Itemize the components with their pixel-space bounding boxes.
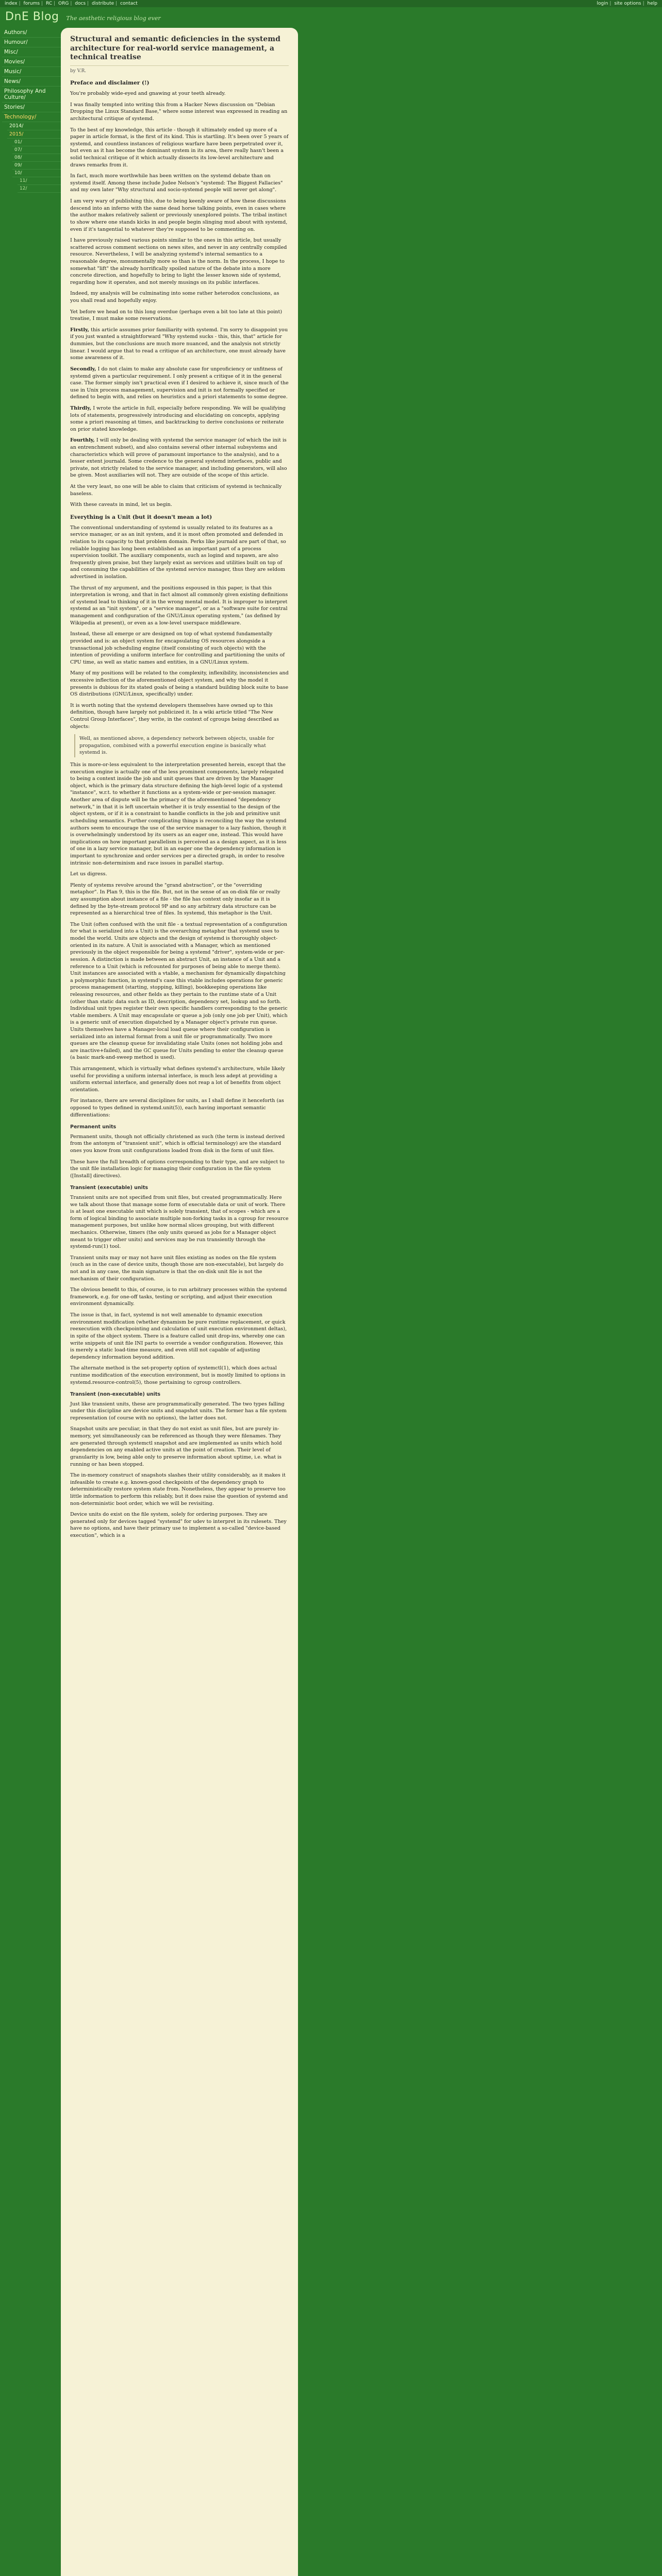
page-layout: [0, 26, 662, 2576]
paragraph: Instead, these all emerge or are designed on top of what systemd fundamentally provided and is: an object system for encapsulating OS resources alongside a transactional job scheduling engine (itself consisting of such objects) with the intention of providing a uniform interface for controlling and partitioning the units of CPU time, as well as static names and entities, in a GNU/Linux system.: [70, 631, 285, 665]
topbar-link-login[interactable]: login: [597, 1, 608, 6]
section-heading-transient-exec-units: Transient (executable) units: [70, 1185, 148, 1191]
paragraph: The in-memory construct of snapshots slashes their utility considerably, as it makes it infeasible to create e.g. known-good checkpoints of the dependency graph to deterministically restore system state from. Nonetheless, they appear to preserve too little information to perform this reliably, but it does raise the question of systemd and non-deterministic boot order, which we will be revisiting.: [70, 1472, 288, 1506]
paragraph: I have previously raised various points similar to the ones in this article, but usually scattered across comment sections on news sites, and never in any centrally compiled resource. Nevertheless, I will be analyzing systemd's internal semantics to a reasonable degree, monumentally more so than is the norm. In the process, I hope to somewhat "lift" the already horrifically spoiled nature of the debate into a more concrete direction, and hopefully to bring to light the lesser known side of systemd, regarding how it operates, and not merely musings on its public interfaces.: [70, 238, 287, 285]
paragraph: Indeed, my analysis will be culminating into some rather heterodox conclusions, as you shall read and hopefully enjoy.: [70, 291, 279, 304]
reservation-paragraph: [70, 437, 289, 479]
paragraph: At the very least, no one will be able to claim that criticism of systemd is technically baseless.: [70, 484, 282, 497]
reservation-lead: Thirdly,: [70, 405, 92, 411]
paragraph: The alternate method is the set-property option of systemctl(1), which does actual runtime modification of the execution environment, but is mostly limited to options in systemd.resource-control(5), those pertaining to cgroup controllers.: [70, 1365, 286, 1385]
paragraph: For instance, there are several disciplines for units, as I shall define it henceforth (as opposed to types defined in systemd.unit(5)), each having important semantic differentiations:: [70, 1098, 284, 1118]
paragraph: It is worth noting that the systemd developers themselves have owned up to this definition, though have largely not publicized it. In a wiki article titled "The New Control Group Interfaces", they write, in the context of cgroups being described as objects:: [70, 702, 279, 730]
top-utility-bar: [0, 0, 662, 7]
paragraph: This is more-or-less equivalent to the interpretation presented herein, except that the execution engine is actually one of the less prominent components, largely relegated to being a context inside the job and unit queues that are driven by the Manager object, which is the primary data structure defining the high-level logic of a systemd "instance", w.r.t. to whether it functions as a system-wide or per-session manager. Another area of dispute will be the primacy of the aforementioned "dependency network," in that it is left uncertain whether it is truly essential to the design of the object system, or if it is a constraint to handle conflicts in the job and primitive unit scheduling semantics. Further complicating things is reconciling the way the systemd authors seem to encourage the use of the service manager to a lazy fashion, though it is overwhelmingly understood by its users as an eager one, instead. This would have implications on how important parallelism is perceived as a design aspect, as it is less of one in a lazy service manager, but in an eager one the dependency information is important to synchronize and order services per a directed graph, in order to resolve intrinsic non-determinism and race issues in parallel startup.: [70, 762, 287, 866]
paragraph: Transient units are not specified from unit files, but created programmatically. Here we talk about those that manage some form of executable data or unit of work. There is at least one executable unit which is solely transient, that of scopes - which are a form of logical binding to associate multiple non-forking tasks in a cgroup for resource management purposes, but unlike how normal slices grouping, but with different mechanics. Otherwise, timers (the only units queued as jobs for a Manager object meant to trigger other units) and services may be run transiently through the systemd-run(1) tool.: [70, 1194, 289, 1250]
topbar-link-distribute[interactable]: distribute: [92, 1, 114, 6]
sidebar-nav: [0, 26, 61, 193]
paragraph: Permanent units, though not officially christened as such (the term is instead derived from the antonym of "transient unit", which is official terminology) are the standard ones you know from unit configurations loaded from disk in the form of unit files.: [70, 1133, 285, 1154]
blockquote: Well, as mentioned above, a dependency network between objects, usable for propagation, combined with a powerful execution engine is basically what systemd is.: [74, 734, 289, 757]
reservation-paragraph: [70, 366, 289, 401]
paragraph: Just like transient units, these are programmatically generated. The two types falling under this discipline are device units and snapshot units. The former has a file system representation (of course with no options), the latter does not.: [70, 1401, 287, 1421]
paragraph: I was finally tempted into writing this from a Hacker News discussion on "Debian Dropping the Linux Standard Base," where some interest was expressed in reading an architectural critique of systemd.: [70, 101, 288, 122]
sidebar-item-news[interactable]: News/: [2, 77, 61, 87]
topbar-link-contact[interactable]: contact: [120, 1, 138, 6]
paragraph: With these caveats in mind, let us begin.: [70, 502, 172, 508]
reservation-lead: Fourthly,: [70, 437, 95, 444]
paragraph: Snapshot units are peculiar, in that they do not exist as unit files, but are purely in-memory, yet simultaneously can be referenced as though they were filenames. They are generated through systemctl snapshot and are implemented as units which hold dependencies on any enabled active units at the point of creation. Their level of granularity is low, being able only to preserve information about uptime, i.e. what is running or has been stopped.: [70, 1426, 282, 1467]
topbar-link-docs[interactable]: docs: [75, 1, 86, 6]
sidebar-item-philosophy[interactable]: Philosophy And Culture/: [2, 87, 61, 103]
sidebar-item-authors[interactable]: Authors/: [2, 28, 61, 38]
paragraph: The obvious benefit to this, of course, is to run arbitrary processes within the systemd framework, e.g. for one-off tasks, testing or scripting, and adjust their execution environment dynamically.: [70, 1287, 287, 1307]
sidebar-item-2015[interactable]: 2015/: [7, 130, 61, 139]
paragraph: These have the full breadth of options corresponding to their type, and are subject to the unit file installation logic for managing their configuration in the file system ([Install] directives).: [70, 1159, 285, 1179]
paragraph: This arrangement, which is virtually what defines systemd's architecture, while likely useful for providing a uniform internal interface, is much less adept at providing a uniform external interface, and generally does not reap a lot of benefits from object orientation.: [70, 1066, 285, 1093]
paragraph: Plenty of systems revolve around the "grand abstraction", or the "overriding metaphor". In Plan 9, this is the file. But, not in the sense of an on-disk file or really any assumption about instance of a file - the file has context only insofar as it is defined by the byte-stream protocol 9P and so any arbitrary data structure can be represented as a hierarchical tree of files. In systemd, this metaphor is the Unit.: [70, 882, 280, 917]
topbar-link-site-options[interactable]: site options: [614, 1, 641, 6]
sidebar-item-2015-01[interactable]: 01/: [12, 139, 61, 146]
paragraph: The thrust of my argument, and the positions espoused in this paper, is that this interpretation is wrong, and that in fact almost all commonly given existing definitions of systemd lead to thinking of it in the wrong mental model. It is improper to interpret systemd as an "init system", or a "service manager", or as a "software suite for central management and configuration of the GNU/Linux operating system," (as defined by Wikipedia at present), or even as a low-level userspace middleware.: [70, 585, 288, 626]
paragraph: Device units do exist on the file system, solely for ordering purposes. They are generated only for devices tagged "systemd" for udev to interpret in its rulesets. They have no options, and have their primary use to implement a so-called "device-based execution", which is a: [70, 1512, 287, 1538]
paragraph: Let us digress.: [70, 871, 107, 877]
paragraph: The Unit (often confused with the unit file - a textual representation of a configuration for what is serialized into a Unit) is the overarching metaphor that systemd uses to model the world. Units are objects and the design of systemd is thoroughly object-oriented in its nature. A Unit is associated with a Manager, which as mentioned previously in the object responsible for being a systemd "driver", system-wide or per-session. A distinction is made between an abstract Unit, an instance of a Unit and a reference to a Unit (which is refcounted for purposes of being able to merge them). Unit instances are associated with a vtable, a mechanism for dynamically dispatching a polymorphic function, in systemd's case this vtable includes operations for generic process management (starting, stopping, killing), bookkeeping operations like releasing resources, and other fields as they pertain to the runtime state of a Unit (other than static data such as ID, description, dependency set, lookup and so forth. Individual unit types register their own specific handlers corresponding to the generic vtable members. A Unit may encapsulate or queue a job (only one job per Unit), which is a generic unit of execution dispatched by a Manager object's private run queue. Units themselves have a Manager-local load queue where their configuration is serialized into an internal format from a unit file or programmatically. Two more queues are the cleanup queue for invalidating stale Units (ones not holding jobs and are inactive+failed), and the GC queue for Units pending to enter the cleanup queue (a basic mark-and-sweep method is used).: [70, 921, 288, 1061]
sidebar-item-technology[interactable]: Technology/: [2, 112, 61, 122]
paragraph: Transient units may or may not have unit files existing as nodes on the file system (such as in the case of device units, though those are non-executable), but largely do not and in any case, the main signature is that the on-disk unit file is not the mechanism of their configuration.: [70, 1255, 284, 1282]
topbar-link-forums[interactable]: forums: [23, 1, 40, 6]
paragraph: The conventional understanding of systemd is usually related to its features as a service manager, or as an init system, and it is most often promoted and defended in relation to its capacity to that problem domain. Perks like journald are part of that, so reliable logging has long been established as an important part of a process supervision toolkit. The auxiliary components, such as logind and nspawn, are also frequently given praise, but they largely exist as services and utilities built on top of and consuming the capabilities of the systemd service manager, thus they are seldom advertised in isolation.: [70, 524, 286, 580]
topbar-link-index[interactable]: index: [5, 1, 18, 6]
topbar-left-links: index | forums | RC | ORG | docs | distribute | contact: [3, 0, 139, 7]
paragraph: To the best of my knowledge, this article - though it ultimately ended up more of a paper in article format, is the first of its kind. This is startling. It's been over 5 years of systemd, and countless instances of religious warfare have been perpetrated over it, but even as it has become the dominant system in its area, there really hasn't been a solid technical critique of it which actually dissects its low-level architecture and draws remarks from it.: [70, 127, 289, 168]
sidebar-item-2015-11[interactable]: 11/: [18, 177, 61, 185]
reservation-paragraph: [70, 327, 289, 362]
paragraph: You're probably wide-eyed and gnawing at your teeth already.: [70, 91, 226, 97]
paragraph: Yet before we head on to this long overdue (perhaps even a bit too late at this point) treatise, I must make some reservations.: [70, 309, 283, 322]
topbar-link-org[interactable]: ORG: [58, 1, 69, 6]
paragraph: The issue is that, in fact, systemd is not well amenable to dynamic execution environment modification (whether dynamism be pure runtime replacement, or quick reexecution with checkpointing and calculation of unit execution environment deltas), in spite of the object system. There is a feature called unit drop-ins, whereby one can write snippets of unit file INI parts to override a vendor configuration. However, this is merely a static load-time measure, and even still not capable of adjusting dependency information beyond addition.: [70, 1312, 287, 1360]
topbar-link-rc[interactable]: RC: [46, 1, 53, 6]
sidebar-item-stories[interactable]: Stories/: [2, 103, 61, 112]
article-paper: [61, 28, 298, 2576]
paragraph: Many of my positions will be related to the complexity, inflexibility, inconsistencies and excessive inflection of the aforementioned object system, and why the model it presents is dubious for its stated goals of being a standard building block suite to base OS distributions (GNU/Linux, specifically) under.: [70, 670, 289, 698]
topbar-right-links: login | site options | help: [595, 0, 659, 7]
section-heading-transient-nonexec-units: Transient (non-executable) units: [70, 1392, 161, 1398]
reservation-lead: Firstly,: [70, 327, 89, 333]
sidebar-item-music[interactable]: Music/: [2, 67, 61, 77]
reservation-lead: Secondly,: [70, 366, 96, 372]
reservation-paragraph: [70, 405, 289, 433]
article-byline: by V.R.: [70, 68, 87, 74]
site-tagline: The aesthetic religious blog ever: [66, 15, 161, 22]
section-heading-everything-unit: Everything is a Unit (but it doesn't mean a lot): [70, 514, 212, 520]
sidebar-item-2014[interactable]: 2014/: [7, 122, 61, 130]
topbar-link-help[interactable]: help: [647, 1, 657, 6]
paragraph: I am very wary of publishing this, due to being keenly aware of how these discussions descend into an inferno with the same dead horse talking points, even in cases where the author makes relatively salient or previously unexplored points. The tribal instinct to show where one stands kicks in and people begin slinging mud about with systemd, even if it's tangential to whatever they're supposed to be commenting on.: [70, 198, 288, 232]
sidebar-item-humour[interactable]: Humour/: [2, 38, 61, 47]
sidebar-list: [2, 28, 61, 193]
site-header: [0, 7, 662, 26]
sidebar-item-2015-12[interactable]: 12/: [18, 185, 61, 193]
reservation-text: I will only be dealing with systemd the service manager (of which the init is an entrenchment subset), and also contains several other internal subsystems and characteristics which will prove of paramount importance to the analysis), and to a lesser extent journald. Some credence to the general systemd interfaces, public and private, not strictly related to the service manager, and including generators, will also be given. Most auxiliaries will not. They are outside of the scope of this article.: [70, 437, 287, 479]
sidebar-item-2015-08[interactable]: 08/: [12, 154, 61, 162]
site-title[interactable]: DnE Blog: [5, 10, 59, 23]
reservation-text: I wrote the article in full, especially before responding. We will be qualifying lots of statements, progressively introducing and elucidating on concepts, applying some a priori reasoning at times, and backtracking to derive conclusions or reiterate on prior stated knowledge.: [70, 405, 286, 432]
section-heading-permanent-units: Permanent units: [70, 1124, 117, 1130]
reservation-text: I do not claim to make any absolute case for unproficiency or unfitness of systemd given a particular requirement. I only present a critique of it in the general case. The former simply isn't practical even if I desired to achieve it, since much of the use in Unix process management, supervision and init is not formally specified or defined to begin with, and relies on heuristics and a priori statements to some degree.: [70, 366, 289, 400]
sidebar-item-2015-09[interactable]: 09/: [12, 162, 61, 170]
article-title: Structural and semantic deficiencies in the systemd architecture for real-world service management, a technical treatise: [70, 35, 289, 66]
sidebar-item-movies[interactable]: Movies/: [2, 57, 61, 67]
sidebar-item-misc[interactable]: Misc/: [2, 47, 61, 57]
paragraph: In fact, much more worthwhile has been written on the systemd debate than on systemd itself. Among these include Judee Nelson's "systemd: The Biggest Fallacies" and my own later "Why structural and socio-systemd people will never get along".: [70, 173, 283, 193]
reservation-text: this article assumes prior familiarity with systemd. I'm sorry to disappoint you if you just wanted a straightforward "Why systemd sucks - this, this, that" article for dummies, but the conclusions are much more nuanced, and the analysis not strictly linear. I would argue that to read a critique of an architecture, one must already have some awareness of it.: [70, 327, 288, 361]
sidebar-item-2015-10[interactable]: 10/: [12, 170, 61, 177]
section-heading-preface: Preface and disclaimer (!): [70, 80, 150, 87]
sidebar-item-2015-07[interactable]: 07/: [12, 146, 61, 154]
